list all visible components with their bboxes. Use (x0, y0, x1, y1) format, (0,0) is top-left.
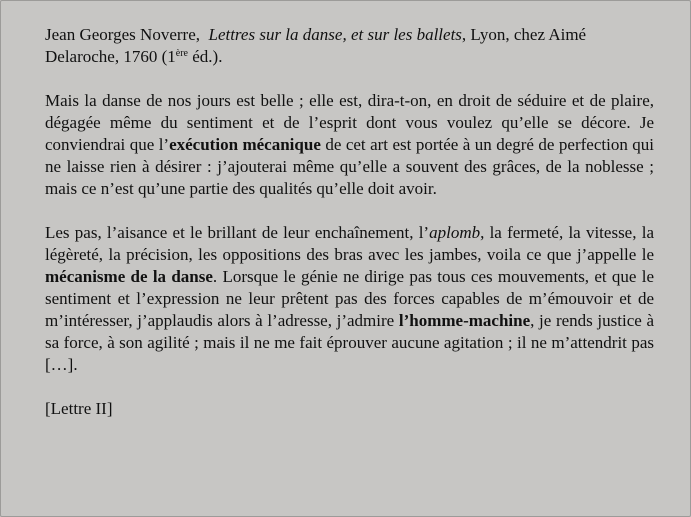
p1-text-1: Mais la danse de nos jours est belle ; elle est, dira-t-on, en droit de séduire et de plaire, dégagée même du sentiment et de l’esprit dont vous voulez qu’elle se décore. Je conviendrai que l’ (45, 91, 654, 154)
citation-publisher-end: éd.). (187, 47, 223, 66)
p1-bold-execution-mecanique: exécution mécanique (169, 135, 321, 154)
p2-text-2: , la fermeté, la vitesse, la légèreté, la précision, les oppositions des bras avec les jambes, voila ce que j’appelle le (45, 223, 654, 264)
p2-italic-aplomb: aplomb (429, 223, 481, 242)
p1-text-2: de cet art est portée à un degré de perfection qui ne laisse rien à désirer : j’ajouterai même qu’elle a souvent des grâces, de la noblesse ; mais ce n’est qu’une partie des qualités qu’elle doit avoir. (45, 135, 654, 198)
p2-bold-homme-machine: l’homme-machine (398, 311, 531, 330)
citation-author: Jean Georges Noverre, (45, 25, 200, 44)
citation-edition-sup: ère (175, 48, 188, 59)
p2-text-3: . Lorsque le génie ne dirige pas tous ces mouvements, et que le sentiment et l’expression ne leur prêtent pas des forces capables de m’émouvoir et de m’intéresser, j’applaudis alors à l’adresse, j’admire (45, 267, 654, 330)
quote-paragraph-2 (45, 222, 654, 376)
p2-text-4: , je rends justice à sa force, à son agilité ; mais il ne me fait éprouver aucune agitation ; il ne m’attendrit pas […]. (45, 311, 655, 374)
quote-paragraph-1 (45, 90, 654, 200)
source-reference: [Lettre II] (45, 399, 113, 418)
citation (45, 24, 654, 68)
citation-publisher: , Lyon, chez Aimé Delaroche, 1760 (1 (45, 25, 587, 66)
p2-bold-mecanisme: mécanisme de la danse (45, 267, 213, 286)
document-page (45, 24, 654, 442)
citation-title: Lettres sur la danse, et sur les ballets (208, 25, 462, 44)
p2-text-1: Les pas, l’aisance et le brillant de leur enchaînement, l’ (45, 223, 430, 242)
